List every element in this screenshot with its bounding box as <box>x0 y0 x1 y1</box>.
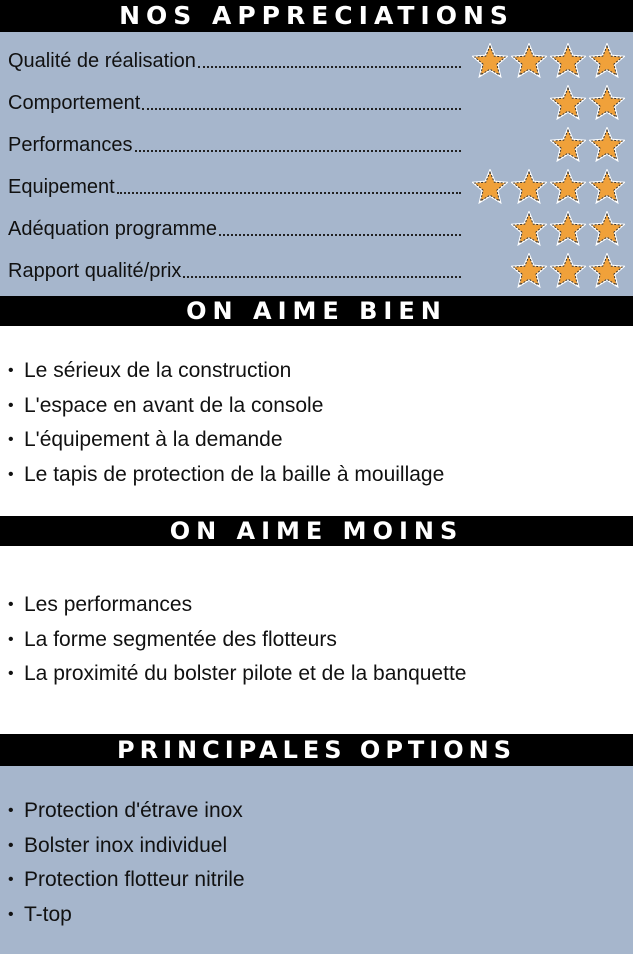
dot-leader <box>135 150 462 152</box>
list-item-text: Bolster inox individuel <box>24 833 228 857</box>
bullet: • <box>8 802 14 819</box>
star-icon <box>550 211 586 247</box>
list-item-text: Le sérieux de la construction <box>24 359 292 382</box>
star-icon <box>550 127 586 163</box>
list-item <box>8 829 245 864</box>
bullet: • <box>8 871 14 888</box>
star-icon <box>472 43 508 79</box>
options-section <box>0 766 633 954</box>
star-icon <box>472 169 508 205</box>
star-icon <box>589 43 625 79</box>
list-item <box>8 794 245 829</box>
rating-label: Rapport qualité/prix <box>8 259 182 282</box>
list-item-text: L'équipement à la demande <box>24 428 283 451</box>
rating-row <box>8 166 625 208</box>
list-item <box>8 623 466 658</box>
dot-leader <box>219 234 461 236</box>
options-header: PRINCIPALES OPTIONS <box>0 734 633 766</box>
star-icon <box>589 211 625 247</box>
star-icon <box>550 85 586 121</box>
bullet: • <box>8 836 14 854</box>
star-rating <box>467 127 625 163</box>
rating-label: Performances <box>8 133 133 156</box>
star-icon <box>589 169 625 205</box>
list-item <box>8 354 444 389</box>
star-icon <box>550 169 586 205</box>
pros-list <box>8 354 444 492</box>
dot-leader <box>183 276 461 278</box>
list-item-text: La proximité du bolster pilote et de la banquette <box>24 662 467 685</box>
bullet: • <box>8 630 14 648</box>
star-icon <box>550 43 586 79</box>
list-item <box>8 588 466 623</box>
appreciations-header: NOS APPRECIATIONS <box>0 0 633 32</box>
list-item <box>8 423 444 458</box>
options-list <box>8 794 245 932</box>
star-icon <box>511 253 547 289</box>
rating-row <box>8 40 625 82</box>
star-rating <box>467 211 625 247</box>
list-item-text: T-top <box>24 902 72 926</box>
star-icon <box>511 169 547 205</box>
list-item-text: La forme segmentée des flotteurs <box>24 627 337 651</box>
aime-bien-header: ON AIME BIEN <box>0 296 633 326</box>
aime-moins-section <box>0 546 633 734</box>
list-item <box>8 389 444 424</box>
rating-label: Adéquation programme <box>8 217 218 240</box>
list-item <box>8 863 245 898</box>
list-item <box>8 657 466 692</box>
list-item-text: Le tapis de protection de la baille à mouillage <box>24 462 445 486</box>
star-icon <box>589 85 625 121</box>
star-rating <box>467 169 625 205</box>
bullet: • <box>8 465 14 483</box>
star-icon <box>511 211 547 247</box>
dot-leader <box>142 108 461 110</box>
bullet: • <box>8 362 14 379</box>
star-icon <box>589 253 625 289</box>
cons-list <box>8 588 466 692</box>
list-item <box>8 898 245 933</box>
bullet: • <box>8 431 14 448</box>
rating-row <box>8 250 625 292</box>
list-item <box>8 458 444 493</box>
dot-leader <box>117 192 461 194</box>
bullet: • <box>8 596 14 613</box>
star-rating <box>467 43 625 79</box>
ratings-panel <box>0 32 633 296</box>
rating-label: Equipement <box>8 175 115 198</box>
star-rating <box>467 85 625 121</box>
bullet: • <box>8 905 14 923</box>
bullet: • <box>8 665 14 682</box>
rating-label: Comportement <box>8 91 141 114</box>
dot-leader <box>198 66 461 68</box>
aime-bien-section <box>0 326 633 516</box>
list-item-text: Les performances <box>24 593 193 616</box>
rating-row <box>8 124 625 166</box>
list-item-text: Protection flotteur nitrile <box>24 868 245 891</box>
rating-row <box>8 82 625 124</box>
rating-label: Qualité de réalisation <box>8 49 196 72</box>
star-icon <box>589 127 625 163</box>
star-rating <box>467 253 625 289</box>
list-item-text: Protection d'étrave inox <box>24 799 243 822</box>
aime-moins-header: ON AIME MOINS <box>0 516 633 546</box>
bullet: • <box>8 396 14 414</box>
star-icon <box>511 43 547 79</box>
list-item-text: L'espace en avant de la console <box>24 393 324 417</box>
rating-row <box>8 208 625 250</box>
star-icon <box>550 253 586 289</box>
